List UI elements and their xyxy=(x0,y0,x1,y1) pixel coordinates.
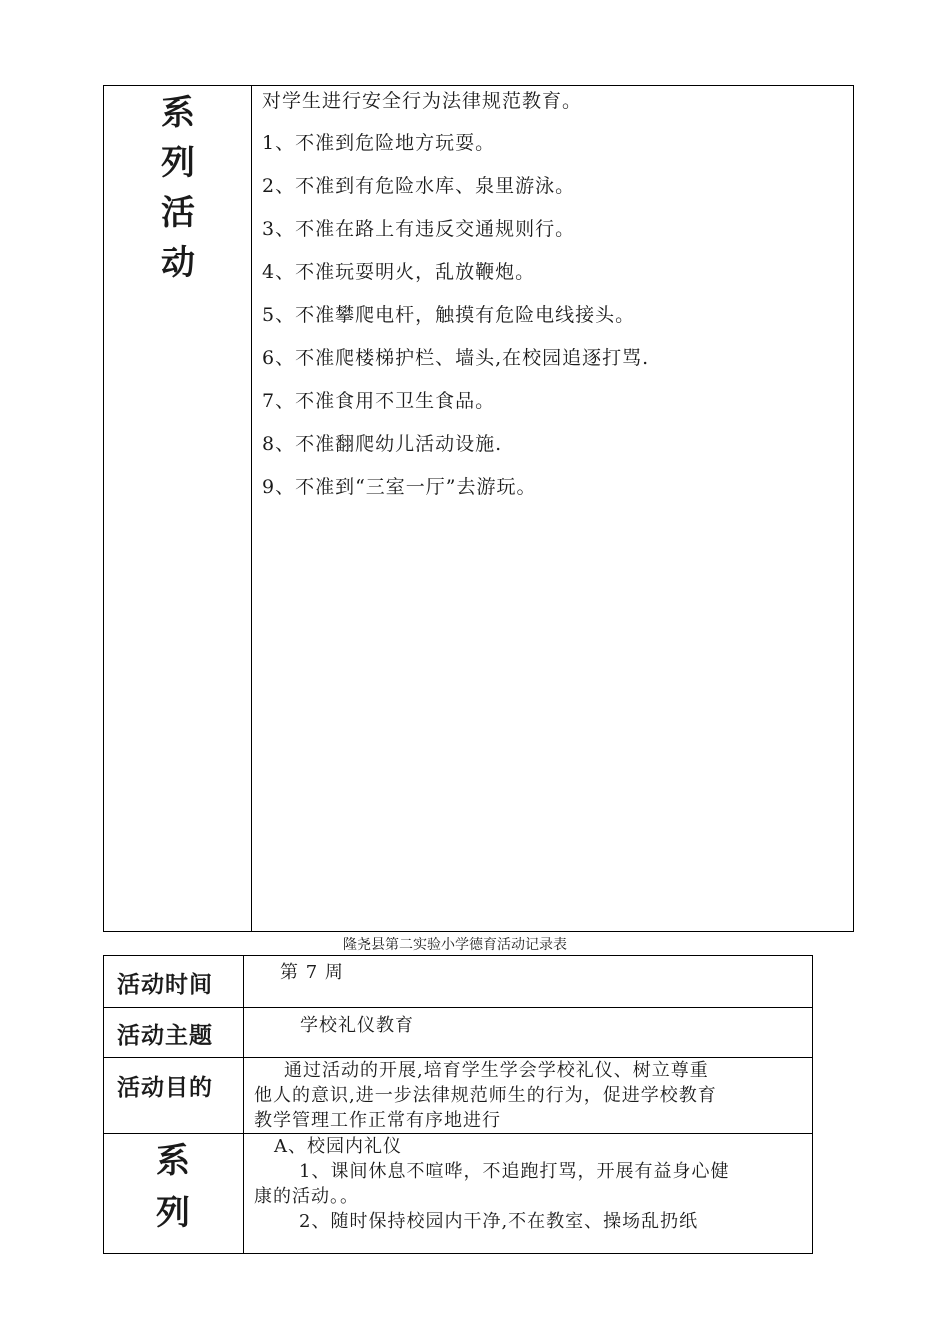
activity-purpose-label: 活动目的 xyxy=(117,1075,213,1101)
series-line: 1、课间休息不喧哗，不追跑打骂，开展有益身心健 xyxy=(299,1161,730,1182)
activity-theme-label: 活动主题 xyxy=(117,1023,213,1049)
label-char: 列 xyxy=(156,1193,190,1233)
upper-table-divider xyxy=(251,85,252,932)
rule-item: 8、不准翻爬幼儿活动设施. xyxy=(262,433,503,455)
purpose-line: 教学管理工作正常有序地进行 xyxy=(254,1110,501,1131)
activity-time-label: 活动时间 xyxy=(117,972,213,998)
rule-item: 7、不准食用不卫生食品。 xyxy=(262,390,496,412)
activity-purpose-text xyxy=(254,1058,809,1133)
purpose-line: 通过活动的开展,培育学生学会学校礼仪、树立尊重 xyxy=(284,1060,709,1081)
rule-item: 4、不准玩耍明火，乱放鞭炮。 xyxy=(262,261,536,283)
activity-time-value: 第 7 周 xyxy=(280,962,344,983)
series-label xyxy=(125,1135,221,1239)
rule-item: 9、不准到“三室一厅”去游玩。 xyxy=(262,476,537,498)
label-char: 系 xyxy=(161,93,195,133)
series-line: A、校园内礼仪 xyxy=(274,1136,402,1157)
rule-item: 1、不准到危险地方玩耍。 xyxy=(262,132,496,154)
series-text xyxy=(254,1134,809,1234)
record-table-divider xyxy=(243,955,244,1254)
purpose-line: 他人的意识,进一步法律规范师生的行为，促进学校教育 xyxy=(254,1085,717,1106)
label-char: 列 xyxy=(161,143,195,183)
rule-item: 3、不准在路上有违反交通规则行。 xyxy=(262,218,576,240)
record-table-caption: 隆尧县第二实验小学德育活动记录表 xyxy=(343,937,567,953)
series-activity-label xyxy=(130,88,226,288)
rule-item: 6、不准爬楼梯护栏、墙头,在校园追逐打骂. xyxy=(262,347,650,369)
label-char: 动 xyxy=(161,243,195,283)
series-line: 2、随时保持校园内干净,不在教室、操场乱扔纸 xyxy=(299,1211,699,1232)
label-char: 活 xyxy=(161,193,195,233)
row-divider xyxy=(103,1007,813,1008)
activity-theme-value: 学校礼仪教育 xyxy=(300,1015,414,1036)
label-char: 系 xyxy=(156,1141,190,1181)
intro-text: 对学生进行安全行为法律规范教育。 xyxy=(262,90,583,112)
series-line: 康的活动。。 xyxy=(254,1186,359,1207)
rule-item: 2、不准到有危险水库、泉里游泳。 xyxy=(262,175,576,197)
rule-item: 5、不准攀爬电杆，触摸有危险电线接头。 xyxy=(262,304,636,326)
